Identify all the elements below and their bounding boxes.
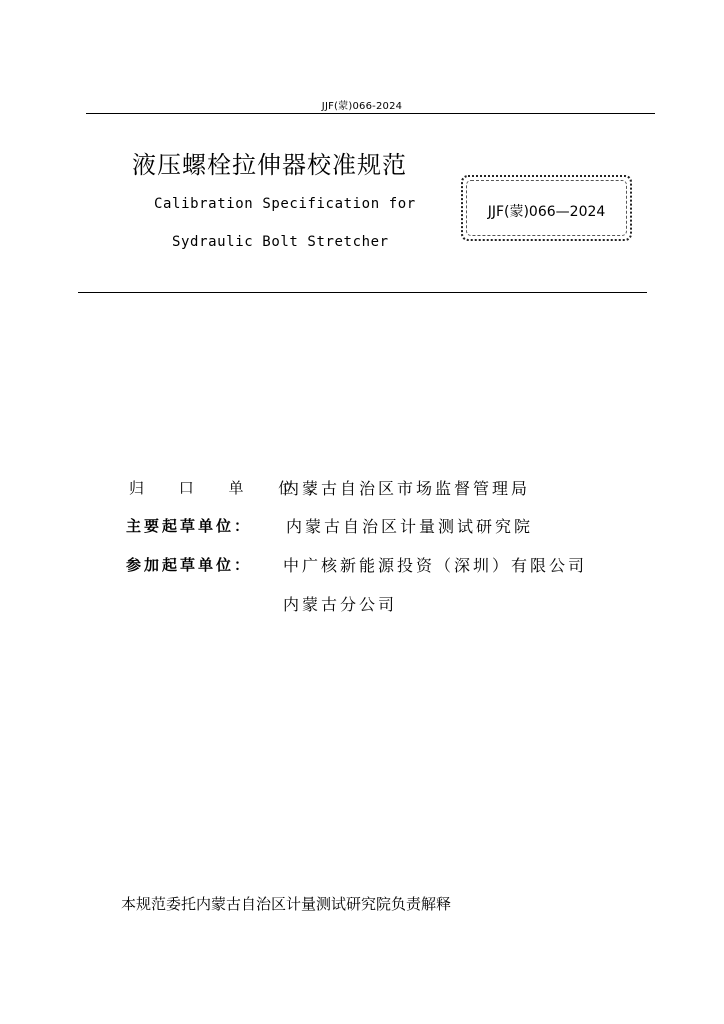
header-divider (86, 113, 655, 114)
centralized-unit-value: 内蒙古自治区市场监督管理局 (283, 479, 531, 498)
document-title-english-line1: Calibration Specification for (154, 196, 416, 212)
standard-code-frame (461, 175, 632, 241)
main-drafting-unit-label: 主要起草单位： (126, 517, 253, 535)
document-title-english-line2: Sydraulic Bolt Stretcher (172, 234, 389, 250)
participating-unit-label: 参加起草单位： (126, 556, 253, 574)
centralized-unit-label: 归 口 单 位： (129, 479, 339, 497)
main-drafting-unit-value: 内蒙古自治区计量测试研究院 (286, 517, 534, 536)
interpretation-note: 本规范委托内蒙古自治区计量测试研究院负责解释 (121, 895, 452, 913)
document-title-chinese: 液压螺栓拉伸器校准规范 (132, 151, 407, 179)
standard-code-text: JJF(蒙)066—2024 (487, 204, 606, 220)
participating-unit-value-line1: 中广核新能源投资（深圳）有限公司 (283, 556, 588, 575)
header-standard-code: JJF(蒙)066-2024 (321, 101, 403, 112)
participating-unit-value-line2: 内蒙古分公司 (283, 595, 398, 614)
title-divider (78, 292, 647, 293)
